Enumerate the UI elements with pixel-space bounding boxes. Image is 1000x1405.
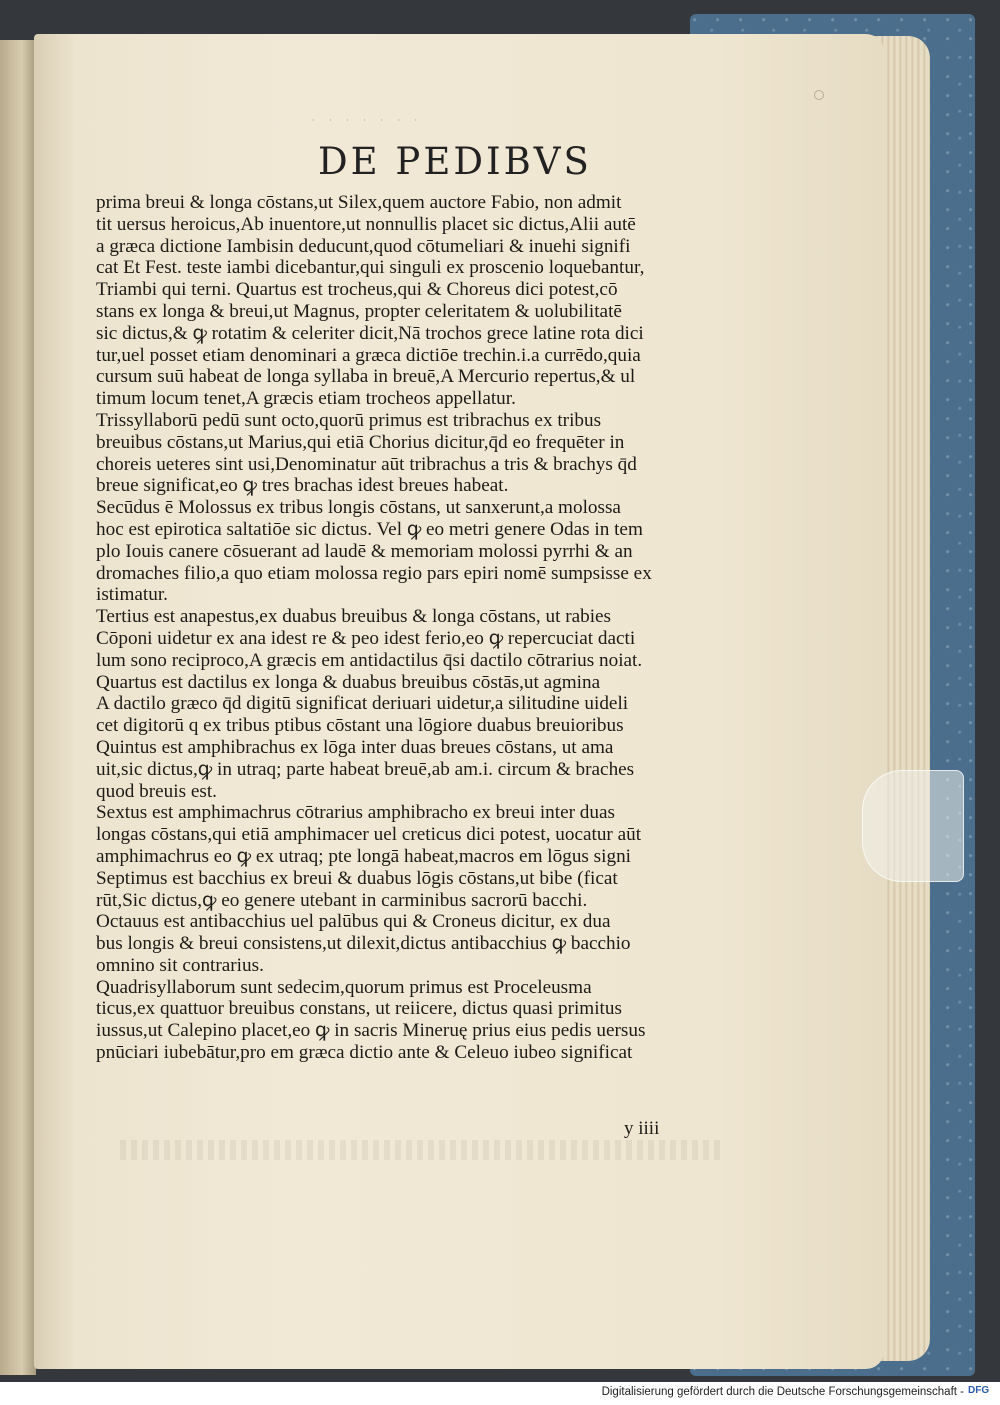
text-line: sic dictus,& ꝙ rotatim & celeriter dicit,Nā trochos grece latine rota dici (96, 322, 644, 344)
text-line: Quartus est dactilus ex longa & duabus breuibus cōstās,ut agmina (96, 671, 601, 693)
text-line: A dactilo græco q̄d digitū significat deriuari uidetur,a silitudine uideli (96, 693, 629, 715)
text-line: breuibus cōstans,ut Marius,qui etiā Chorius dicitur,q̄d eo frequēter in (96, 431, 625, 453)
text-line: timum locum tenet,A græcis etiam trocheos appellatur. (96, 388, 516, 410)
text-line: Septimus est bacchius ex breui & duabus lōgis cōstans,ut bibe (ficat (96, 867, 618, 889)
header-ornament: · · · · · · · (312, 116, 424, 125)
text-line: quod breuis est. (96, 780, 217, 802)
text-line: istimatur. (96, 584, 168, 606)
text-line: Cōponi uidetur ex ana idest re & peo idest ferio,eo ꝙ repercuciat dacti (96, 627, 636, 649)
page-mark (814, 90, 824, 100)
text-line: tur,uel posset etiam denominari a græca dictiōe trechin.i.a currēdo,quia (96, 344, 641, 366)
text-line: omnino sit contrarius. (96, 954, 264, 976)
text-line: choreis ueteres sint usi,Denominatur aūt tribrachus a tris & brachys q̄d (96, 453, 637, 475)
text-line: uit,sic dictus,ꝙ in utraq; parte habeat breuē,ab am.i. circum & braches (96, 758, 635, 780)
text-line: Sextus est amphimachrus cōtrarius amphibracho ex breui inter duas (96, 802, 615, 824)
text-line: Triambi qui terni. Quartus est trocheus,qui & Choreus dici potest,cō (96, 279, 618, 301)
text-line: Trissyllaborū pedū sunt octo,quorū primus est tribrachus ex tribus (96, 409, 602, 431)
text-line: ticus,ex quattuor breuibus constans, ut reiicere, dictus quasi primitus (96, 998, 622, 1020)
text-line: Quadrisyllaborum sunt sedecim,quorum primus est Proceleusma (96, 976, 592, 998)
text-line: rūt,Sic dictus,ꝙ eo genere utebant in carminibus sacrorū bacchi. (96, 889, 588, 911)
text-line: Tertius est anapestus,ex duabus breuibus & longa cōstans, ut rabies (96, 606, 612, 628)
signature-mark: y iiii (624, 1118, 660, 1139)
text-line: iussus,ut Calepino placet,eo ꝙ in sacris Mineruę prius eius pedis uersus (96, 1020, 646, 1042)
text-line: amphimachrus eo ꝙ ex utraq; pte longā habeat,macros em lōgus signi (96, 845, 631, 867)
text-line: cet digitorū q ex tribus ptibus cōstant una lōgiore duabus breuioribus (96, 715, 624, 737)
text-line: Quintus est amphibrachus ex lōga inter duas breues cōstans, ut ama (96, 736, 614, 758)
facing-page-edge (0, 40, 36, 1375)
footer-bar (0, 1382, 1000, 1405)
show-through (120, 1140, 720, 1160)
text-line: longas cōstans,qui etiā amphimacer uel creticus dici potest, uocatur aūt (96, 824, 642, 846)
text-line: plo Iouis canere cōsuerant ad laudē & memoriam molossi pyrrhi & an (96, 540, 633, 562)
text-block (96, 192, 726, 1064)
text-line: breue significat,eo ꝙ tres brachas idest breues habeat. (96, 475, 509, 497)
text-line: cat Et Fest. teste iambi dicebantur,qui singuli ex proscenio loquebantur, (96, 257, 645, 279)
running-head: DE PEDIBVS (318, 140, 592, 183)
text-line: cursum suū habeat de longa syllaba in breuē,A Mercurio repertus,& ul (96, 366, 636, 388)
text-line: prima breui & longa cōstans,ut Silex,quem auctore Fabio, non admit (96, 192, 622, 213)
dfg-logo: DFG (968, 1385, 990, 1396)
text-line: stans ex longa & breui,ut Magnus, propter celeritatem & uolubilitatē (96, 300, 622, 322)
text-line: pnūciari iubebātur,pro em græca dictio ante & Celeuo iubeo significat (96, 1042, 633, 1064)
text-line: hoc est epirotica saltatiōe sic dictus. Vel ꝙ eo metri genere Odas in tem (96, 518, 643, 540)
text-line: lum sono reciproco,A græcis em antidactilus q̄si dactilo cōtrarius noiat. (96, 649, 643, 671)
footer-credit: Digitalisierung gefördert durch die Deutsche Forschungsgemeinschaft - (601, 1386, 964, 1398)
text-line: a græca dictione Iambisin deducunt,quod cōtumeliari & inuehi signifi (96, 235, 631, 257)
text-line: tit uersus heroicus,Ab inuentore,ut nonnullis placet sic dictus,Alii autē (96, 213, 636, 235)
text-line: bus longis & breui consistens,ut dilexit,dictus antibacchius ꝙ bacchio (96, 933, 631, 955)
page-clip (862, 770, 964, 882)
text-line: Secūdus ē Molossus ex tribus longis cōstans, ut sanxerunt,a molossa (96, 497, 621, 519)
text-line: Octauus est antibacchius uel palūbus qui & Croneus dicitur, ex dua (96, 911, 611, 933)
text-line: dromaches filio,a quo etiam molossa regio pars epiri nomē sumpsisse ex (96, 562, 652, 584)
